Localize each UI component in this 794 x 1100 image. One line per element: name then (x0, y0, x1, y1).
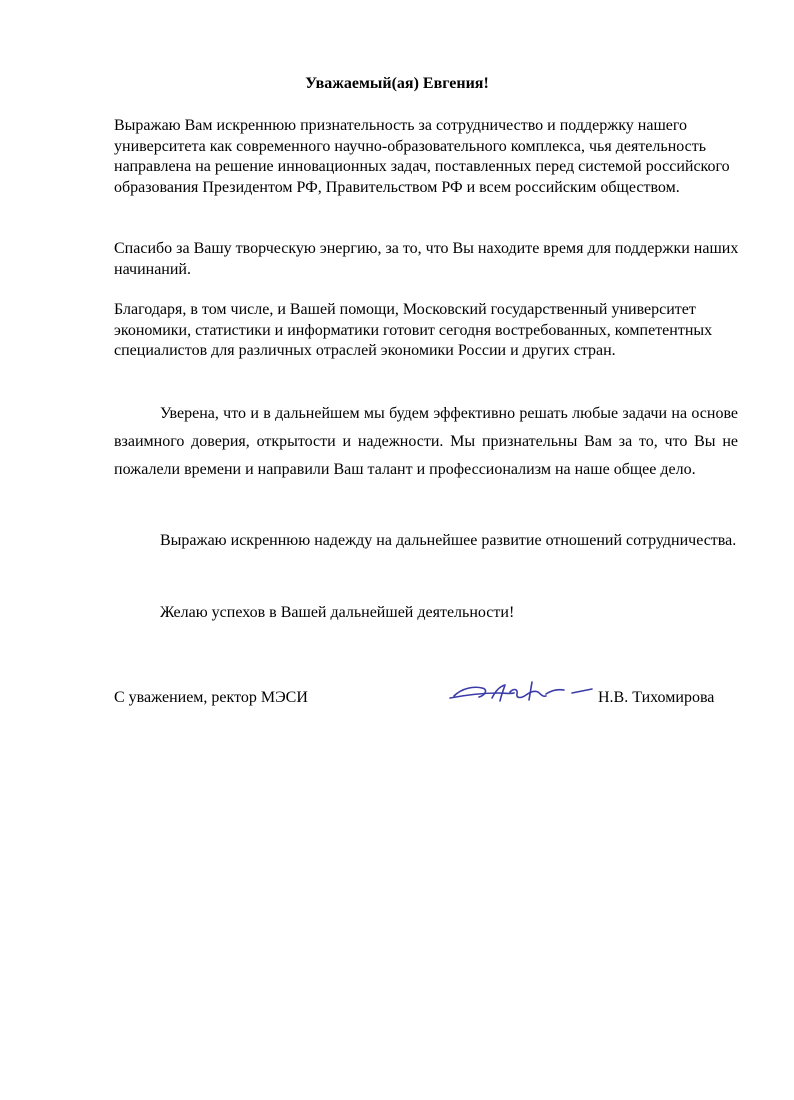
paragraph-confidence: Уверена, что и в дальнейшем мы будем эффективно решать любые задачи на основе взаимного доверия, открытости и надежности. Мы признательны Вам за то, что Вы не пожалели времени и направили Ваш талант и профессионализм на наше общее дело. (114, 405, 738, 478)
paragraph-hope: Выражаю искреннюю надежду на дальнейшее развитие отношений сотрудничества. (160, 532, 737, 549)
handwritten-signature-icon (448, 676, 594, 710)
paragraph-thanks: Спасибо за Вашу творческую энергию, за то, что Вы находите время для поддержки наших начинаний. (114, 240, 739, 278)
paragraph-cooperation: Выражаю Вам искреннюю признательность за сотрудничество и поддержку нашего университета как современного научно-образовательного комплекса, чья деятельность направлена на решение инновационных задач, поставленных перед системой российского образования Президентом РФ, Правительством РФ и всем российским обществом. (114, 117, 730, 196)
letter-salutation: Уважаемый(ая) Евгения! (305, 75, 489, 92)
paragraph-wishes: Желаю успехов в Вашей дальнейшей деятельности! (160, 604, 515, 621)
signer-name: Н.В. Тихомирова (598, 689, 715, 706)
paragraph-university: Благодаря, в том числе, и Вашей помощи, Московский государственный университет экономики, статистики и информатики готовит сегодня востребованных, компетентных специалистов для различных отраслей экономики России и других стран. (114, 301, 713, 359)
signoff-text: С уважением, ректор МЭСИ (114, 689, 308, 706)
